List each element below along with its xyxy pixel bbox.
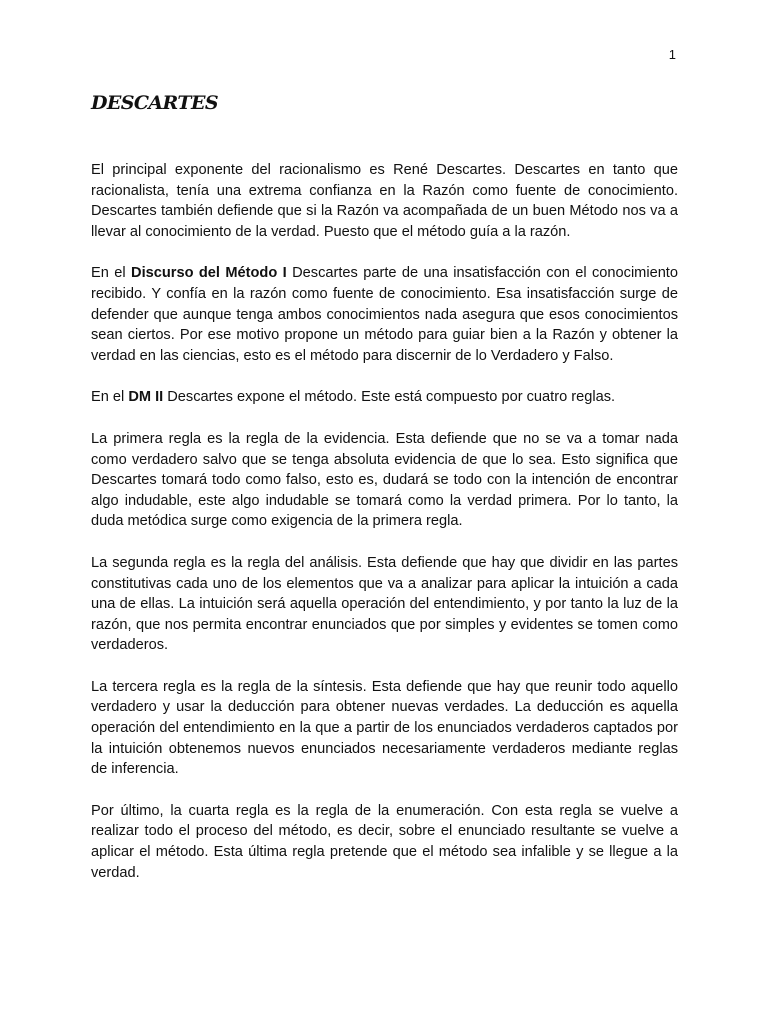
page-number: 1	[668, 47, 676, 62]
document-title: DESCARTES	[91, 92, 218, 114]
paragraph-dm2-bold: DM II	[128, 389, 164, 406]
paragraph-discurso	[91, 263, 678, 366]
paragraph-discurso-bold: Discurso del Método I	[131, 265, 287, 282]
paragraph-regla-1: La primera regla es la regla de la evidencia. Esta defiende que no se va a tomar nada como verdadero salvo que se tenga absoluta evidencia de que lo sea. Esto significa que Descartes tomará todo como falso, esto es, dudará se todo con la intención de encontrar algo indudable, este algo indudable se tomará como la verdad primera. Por lo tanto, la duda metódica surge como exigencia de la primera regla.	[91, 430, 678, 530]
paragraph-dm2	[91, 387, 678, 408]
paragraph-discurso-pre: En el	[91, 265, 132, 282]
paragraph-regla-4: Por último, la cuarta regla es la regla de la enumeración. Con esta regla se vuelve a realizar todo el proceso del método, es decir, sobre el enunciado resultante se vuelve a aplicar el método. Esta última regla pretende que el método sea infalible y se llegue a la verdad.	[91, 802, 678, 881]
document-body	[91, 160, 678, 904]
paragraph-regla-2: La segunda regla es la regla del análisis. Esta defiende que hay que dividir en las partes constitutivas cada uno de los elementos que va a analizar para aplicar la intuición a cada una de ellas. La intuición será aquella operación del entendimiento, y por tanto la luz de la razón, que nos permita encontrar enunciados que por simples y evidentes se tomen como verdaderos.	[91, 554, 678, 654]
paragraph-regla-3: La tercera regla es la regla de la síntesis. Esta defiende que hay que reunir todo aquello verdadero y usar la deducción para obtener nuevas verdades. La deducción es aquella operación del entendimiento en la que a partir de los enunciados verdaderos captados por la intuición obtenemos nuevos enunciados necesariamente verdaderos mediante reglas de inferencia.	[91, 678, 678, 778]
paragraph-discurso-post: Descartes parte de una insatisfacción con el conocimiento recibido. Y confía en la razón como fuente de conocimiento. Esa insatisfacción surge de defender que aunque tenga ambos conocimientos nada asegura que esos conocimientos sean ciertos. Por ese motivo propone un método para guiar bien a la Razón y obtener la verdad en las ciencias, esto es el método para discernir de lo Verdadero y Falso.	[91, 265, 678, 364]
paragraph-intro: El principal exponente del racionalismo es René Descartes. Descartes en tanto que racionalista, tenía una extrema confianza en la Razón como fuente de conocimiento. Descartes también defiende que si la Razón va acompañada de un buen Método nos va a llevar al conocimiento de la verdad. Puesto que el método guía a la razón.	[91, 162, 678, 240]
paragraph-dm2-post: Descartes expone el método. Este está compuesto por cuatro reglas.	[163, 389, 616, 406]
paragraph-dm2-pre: En el	[91, 389, 129, 406]
